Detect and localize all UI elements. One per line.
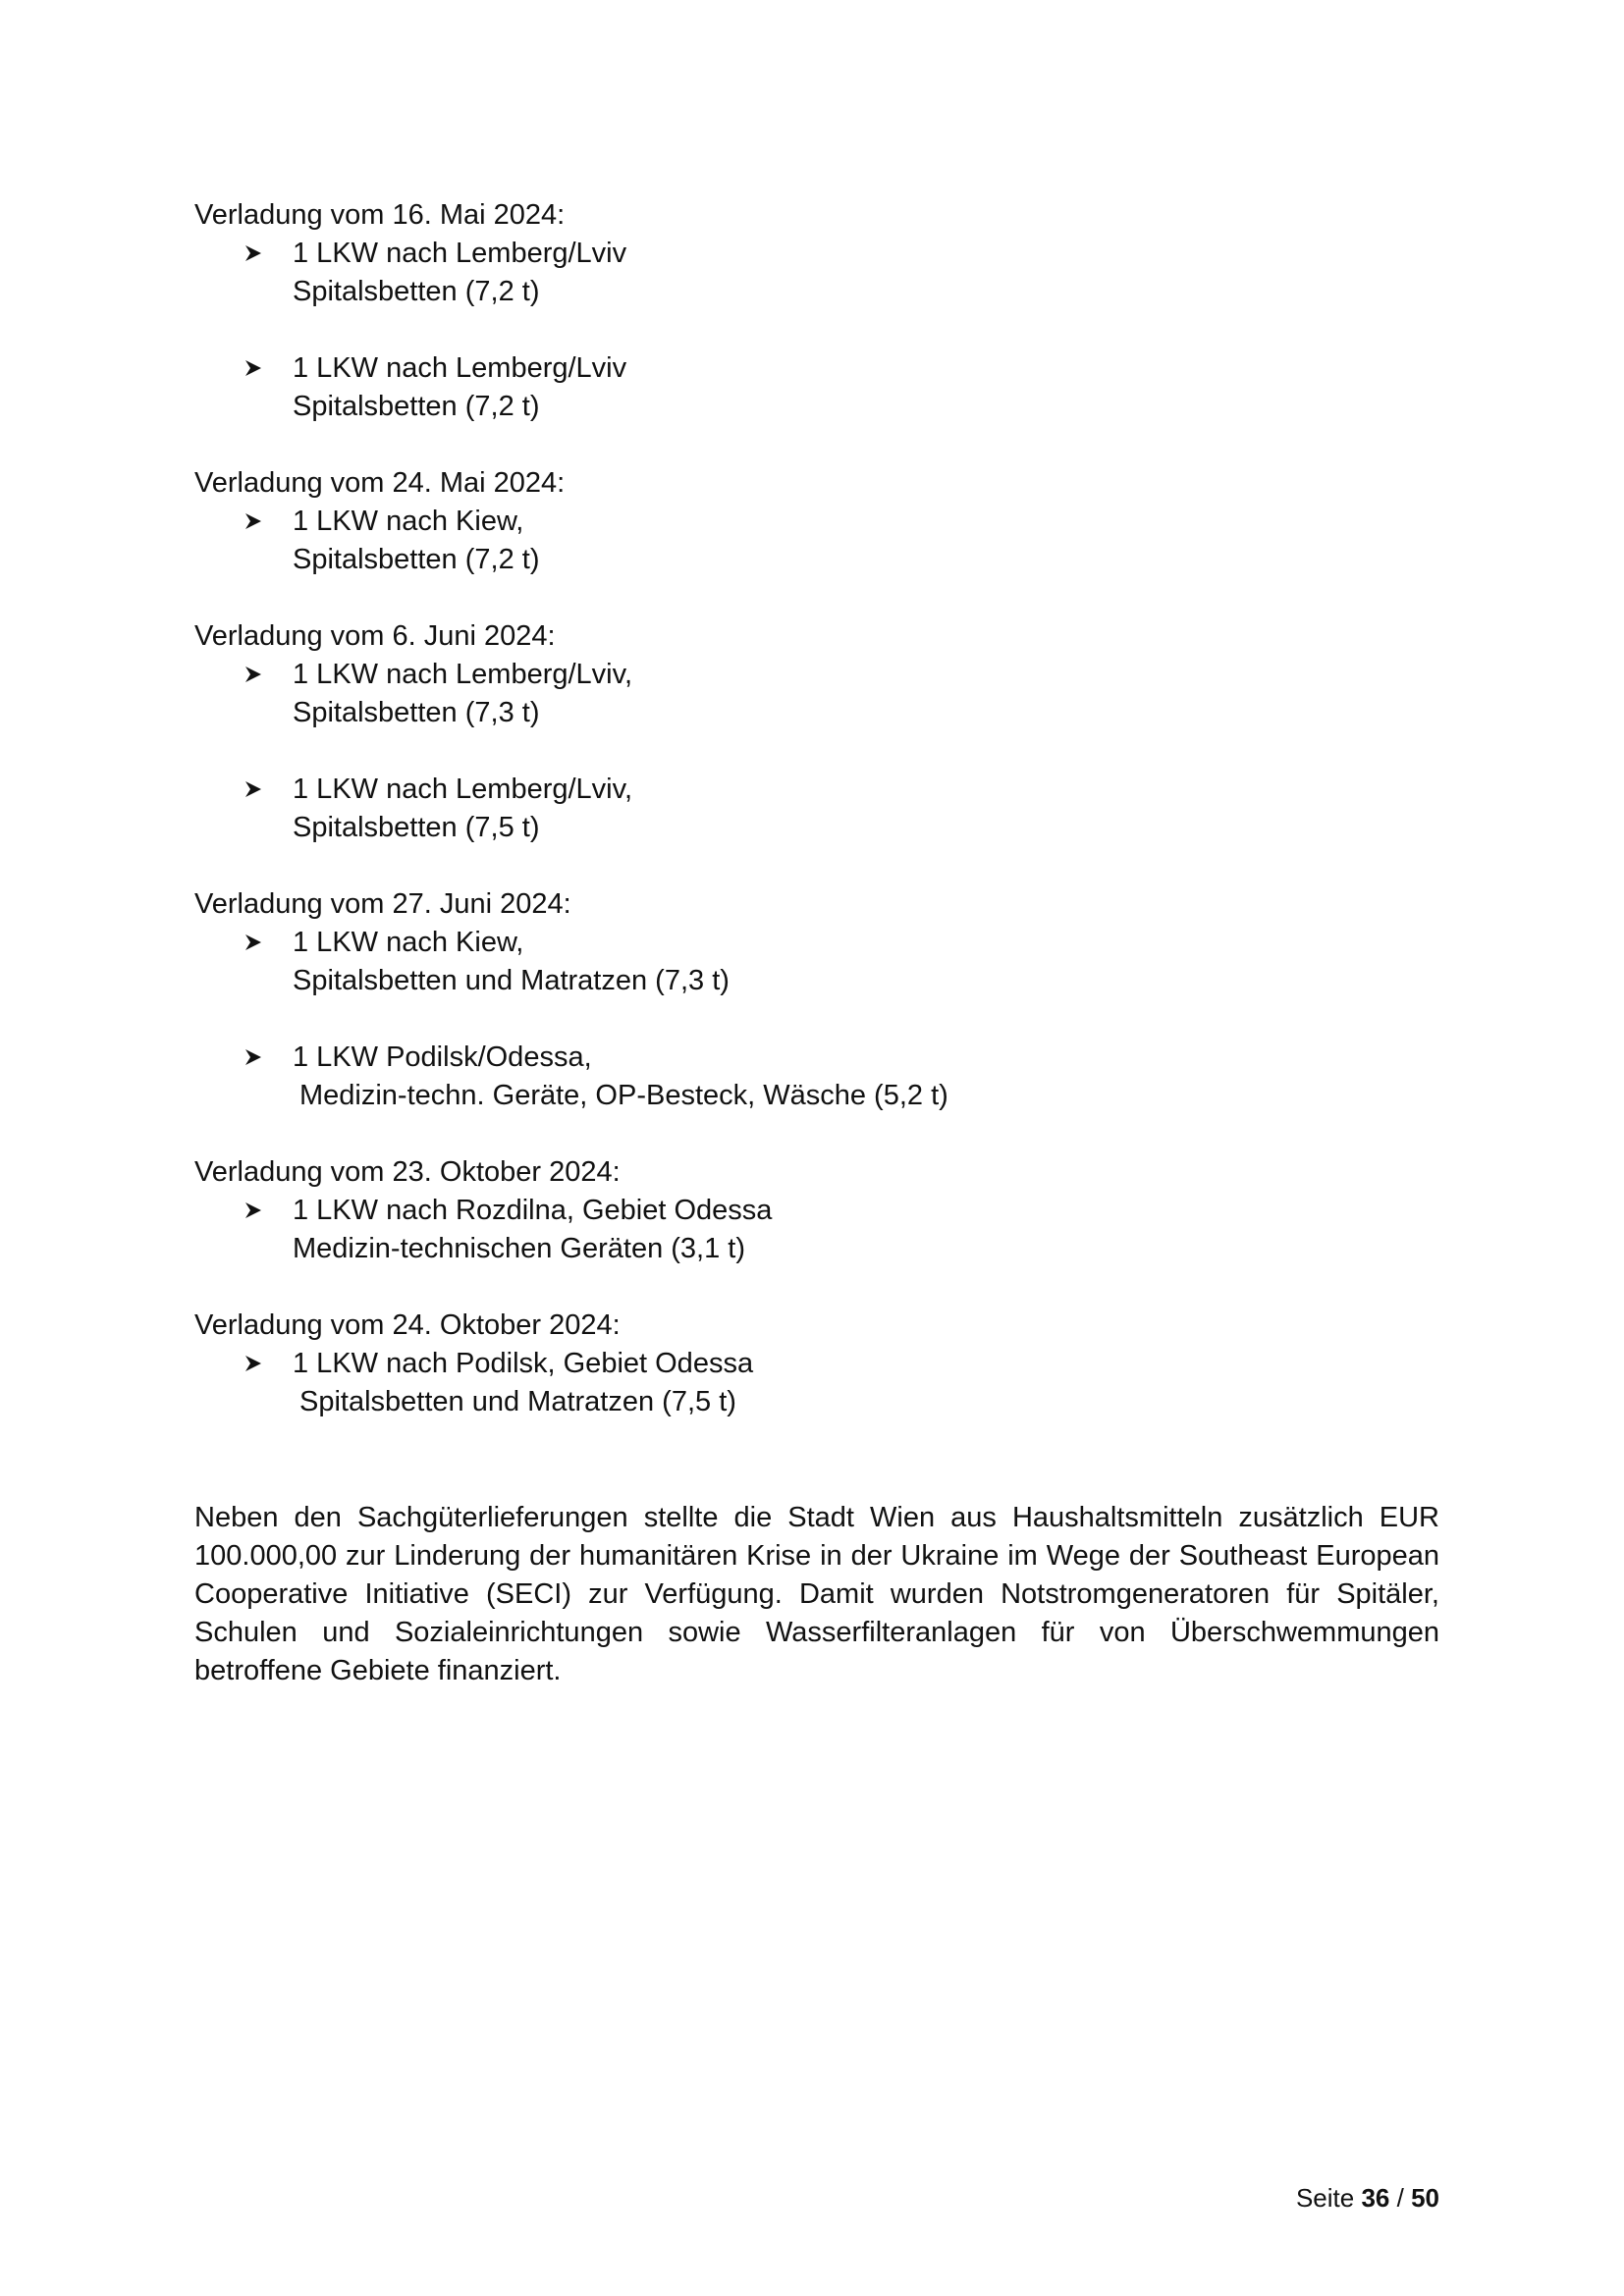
current-page-number: 36 <box>1361 2183 1390 2213</box>
shipment-list <box>194 196 1439 1460</box>
arrowhead-bullet-icon <box>244 779 263 799</box>
shipment-destination: 1 LKW nach Rozdilna, Gebiet Odessa <box>293 1195 773 1226</box>
arrowhead-bullet-icon <box>244 1354 263 1373</box>
shipment-destination: 1 LKW nach Lemberg/Lviv <box>293 352 627 384</box>
funding-paragraph: Neben den Sachgüterlieferungen stellte die Stadt Wien aus Haushaltsmitteln zusätzlich EUR 100.000,00 zur Linderung der humanitären Krise in der Ukraine im Wege der Southeast European Cooperative Initiative (SECI) zur Verfügung. Damit wurden Notstromgeneratoren für Spitäler, Schulen und Sozialeinrichtungen sowie Wasserfilteranlagen für von Überschwemmungen betroffene Gebiete finanziert. <box>194 1502 1439 1686</box>
shipment-cargo: Spitalsbetten (7,2 t) <box>293 544 540 575</box>
shipment-heading: Verladung vom 23. Oktober 2024: <box>194 1156 621 1188</box>
list-item <box>194 924 1439 1000</box>
list-item <box>194 1345 1439 1421</box>
list-item <box>194 656 1439 732</box>
shipment-cargo: Spitalsbetten (7,5 t) <box>293 812 540 843</box>
shipment-heading: Verladung vom 24. Mai 2024: <box>194 467 566 499</box>
shipment-destination: 1 LKW nach Lemberg/Lviv, <box>293 659 633 690</box>
shipment-heading: Verladung vom 27. Juni 2024: <box>194 888 571 920</box>
shipment-destination: 1 LKW nach Lemberg/Lviv <box>293 238 627 269</box>
shipment-section <box>194 464 1439 579</box>
shipment-section <box>194 196 1439 426</box>
shipment-heading: Verladung vom 24. Oktober 2024: <box>194 1309 621 1341</box>
shipment-destination: 1 LKW nach Podilsk, Gebiet Odessa <box>293 1348 754 1379</box>
shipment-heading: Verladung vom 16. Mai 2024: <box>194 199 566 231</box>
shipment-cargo: Spitalsbetten und Matratzen (7,3 t) <box>293 965 730 996</box>
shipment-cargo: Spitalsbetten (7,2 t) <box>293 391 540 422</box>
page-footer <box>1296 2180 1439 2216</box>
arrowhead-bullet-icon <box>244 665 263 684</box>
shipment-section <box>194 617 1439 847</box>
list-item <box>194 771 1439 847</box>
arrowhead-bullet-icon <box>244 511 263 531</box>
shipment-destination: 1 LKW nach Kiew, <box>293 506 524 537</box>
list-item <box>194 1192 1439 1268</box>
arrowhead-bullet-icon <box>244 933 263 952</box>
arrowhead-bullet-icon <box>244 358 263 378</box>
shipment-destination: 1 LKW nach Lemberg/Lviv, <box>293 774 633 805</box>
arrowhead-bullet-icon <box>244 1201 263 1220</box>
shipment-destination: 1 LKW nach Kiew, <box>293 927 524 958</box>
list-item <box>194 1039 1439 1115</box>
shipment-section <box>194 1153 1439 1268</box>
list-item <box>194 235 1439 311</box>
shipment-destination: 1 LKW Podilsk/Odessa, <box>293 1041 592 1073</box>
shipment-section <box>194 885 1439 1115</box>
shipment-cargo: Medizin-technischen Geräten (3,1 t) <box>293 1233 745 1264</box>
shipment-heading: Verladung vom 6. Juni 2024: <box>194 620 556 652</box>
shipment-cargo: Medizin-techn. Geräte, OP-Besteck, Wäsche (5,2 t) <box>299 1080 948 1111</box>
shipment-section <box>194 1307 1439 1421</box>
arrowhead-bullet-icon <box>244 1047 263 1067</box>
page-label: Seite <box>1295 2183 1355 2213</box>
list-item <box>194 349 1439 426</box>
shipment-cargo: Spitalsbetten (7,3 t) <box>293 697 540 728</box>
shipment-cargo: Spitalsbetten (7,2 t) <box>293 276 540 307</box>
page-separator: / <box>1396 2183 1404 2213</box>
total-pages-number: 50 <box>1411 2183 1439 2213</box>
list-item <box>194 503 1439 579</box>
shipment-cargo: Spitalsbetten und Matratzen (7,5 t) <box>299 1386 736 1417</box>
arrowhead-bullet-icon <box>244 243 263 263</box>
